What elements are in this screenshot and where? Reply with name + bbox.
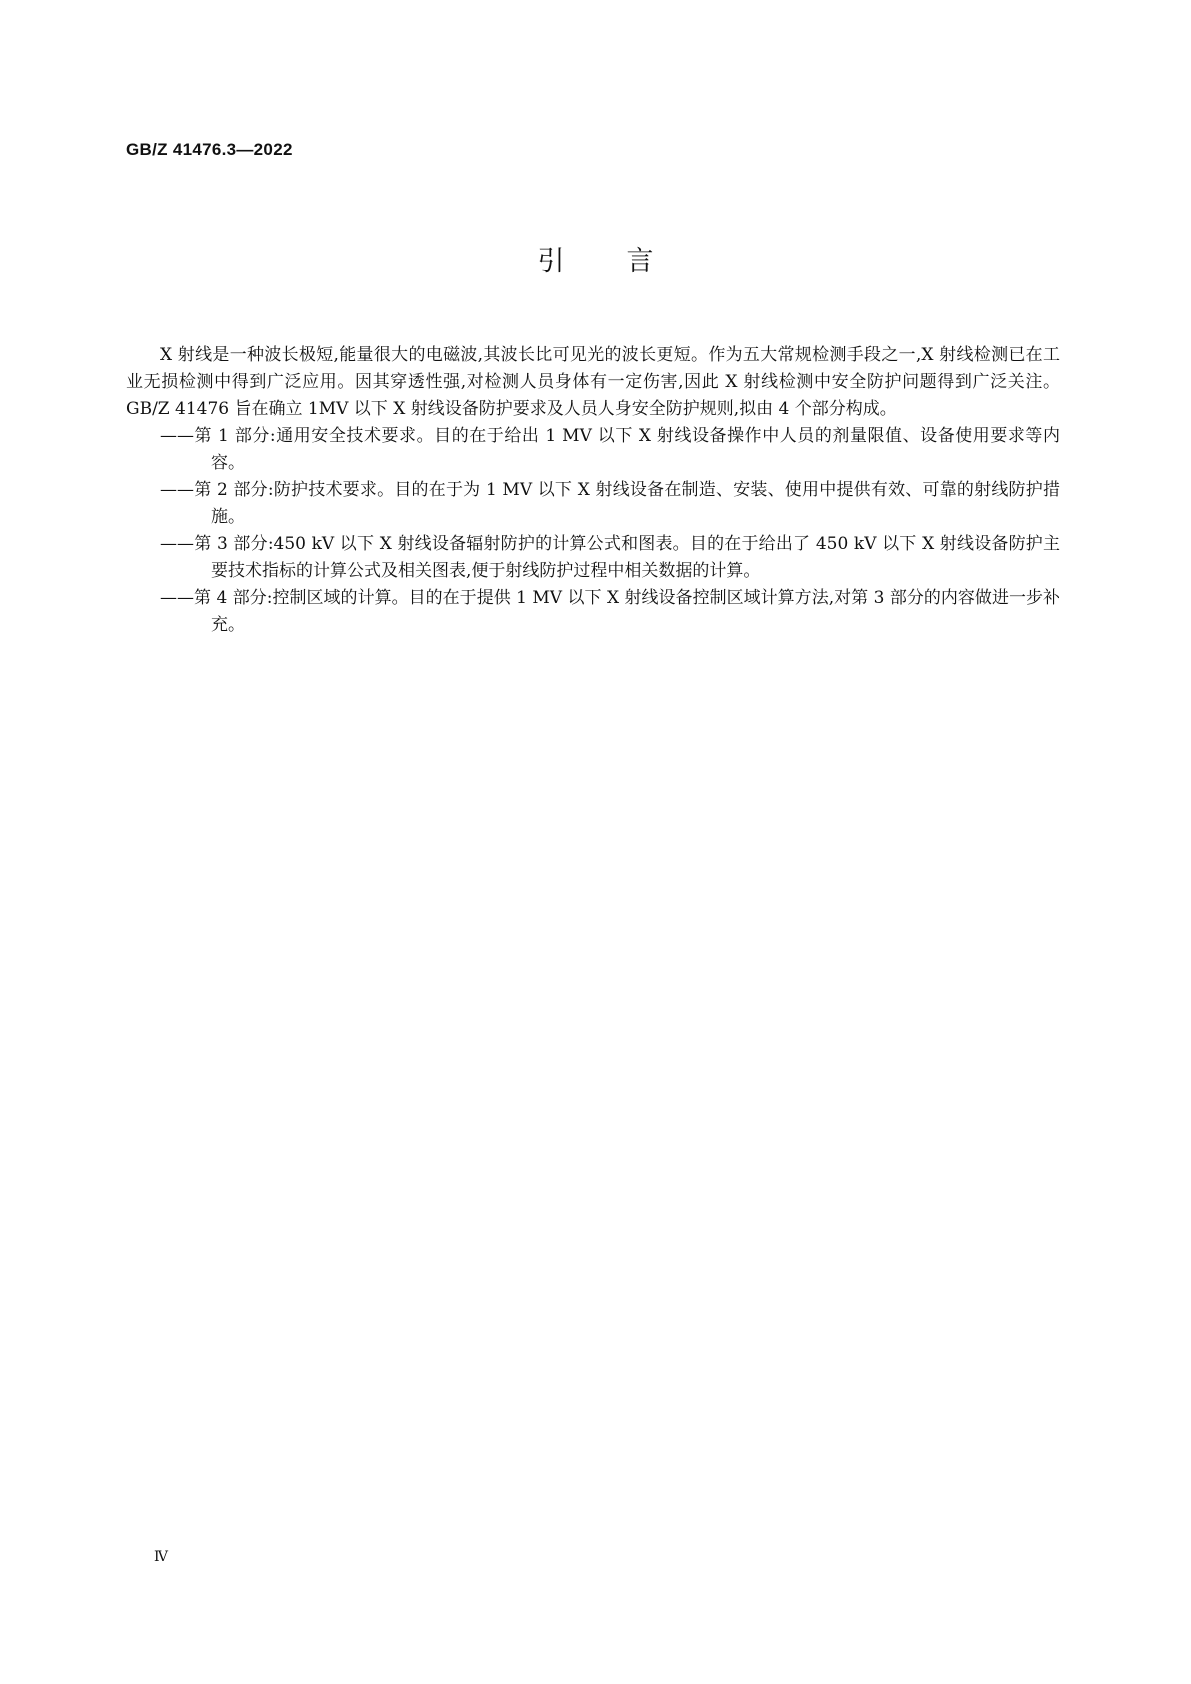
list-item-part-1: ——第 1 部分:通用安全技术要求。目的在于给出 1 MV 以下 X 射线设备操作中人员的剂量限值、设备使用要求等内容。	[160, 426, 1060, 473]
body-text	[126, 342, 1060, 639]
list-item-part-4: ——第 4 部分:控制区域的计算。目的在于提供 1 MV 以下 X 射线设备控制区域计算方法,对第 3 部分的内容做进一步补充。	[160, 588, 1060, 635]
section-title: 引言	[537, 246, 716, 277]
page-number: Ⅳ	[154, 1549, 168, 1565]
list-item-part-3: ——第 3 部分:450 kV 以下 X 射线设备辐射防护的计算公式和图表。目的在于给出了 450 kV 以下 X 射线设备防护主要技术指标的计算公式及相关图表,便于射线防护过程中相关数据的计算。	[160, 534, 1060, 581]
list-item-part-2: ——第 2 部分:防护技术要求。目的在于为 1 MV 以下 X 射线设备在制造、安装、使用中提供有效、可靠的射线防护措施。	[160, 480, 1060, 527]
standard-code: GB/Z 41476.3—2022	[126, 140, 293, 159]
intro-paragraph: X 射线是一种波长极短,能量很大的电磁波,其波长比可见光的波长更短。作为五大常规检测手段之一,X 射线检测已在工业无损检测中得到广泛应用。因其穿透性强,对检测人员身体有一定伤害,因此 X 射线检测中安全防护问题得到广泛关注。GB/Z 41476 旨在确立 1MV 以下 X 射线设备防护要求及人员人身安全防护规则,拟由 4 个部分构成。	[126, 345, 1060, 419]
